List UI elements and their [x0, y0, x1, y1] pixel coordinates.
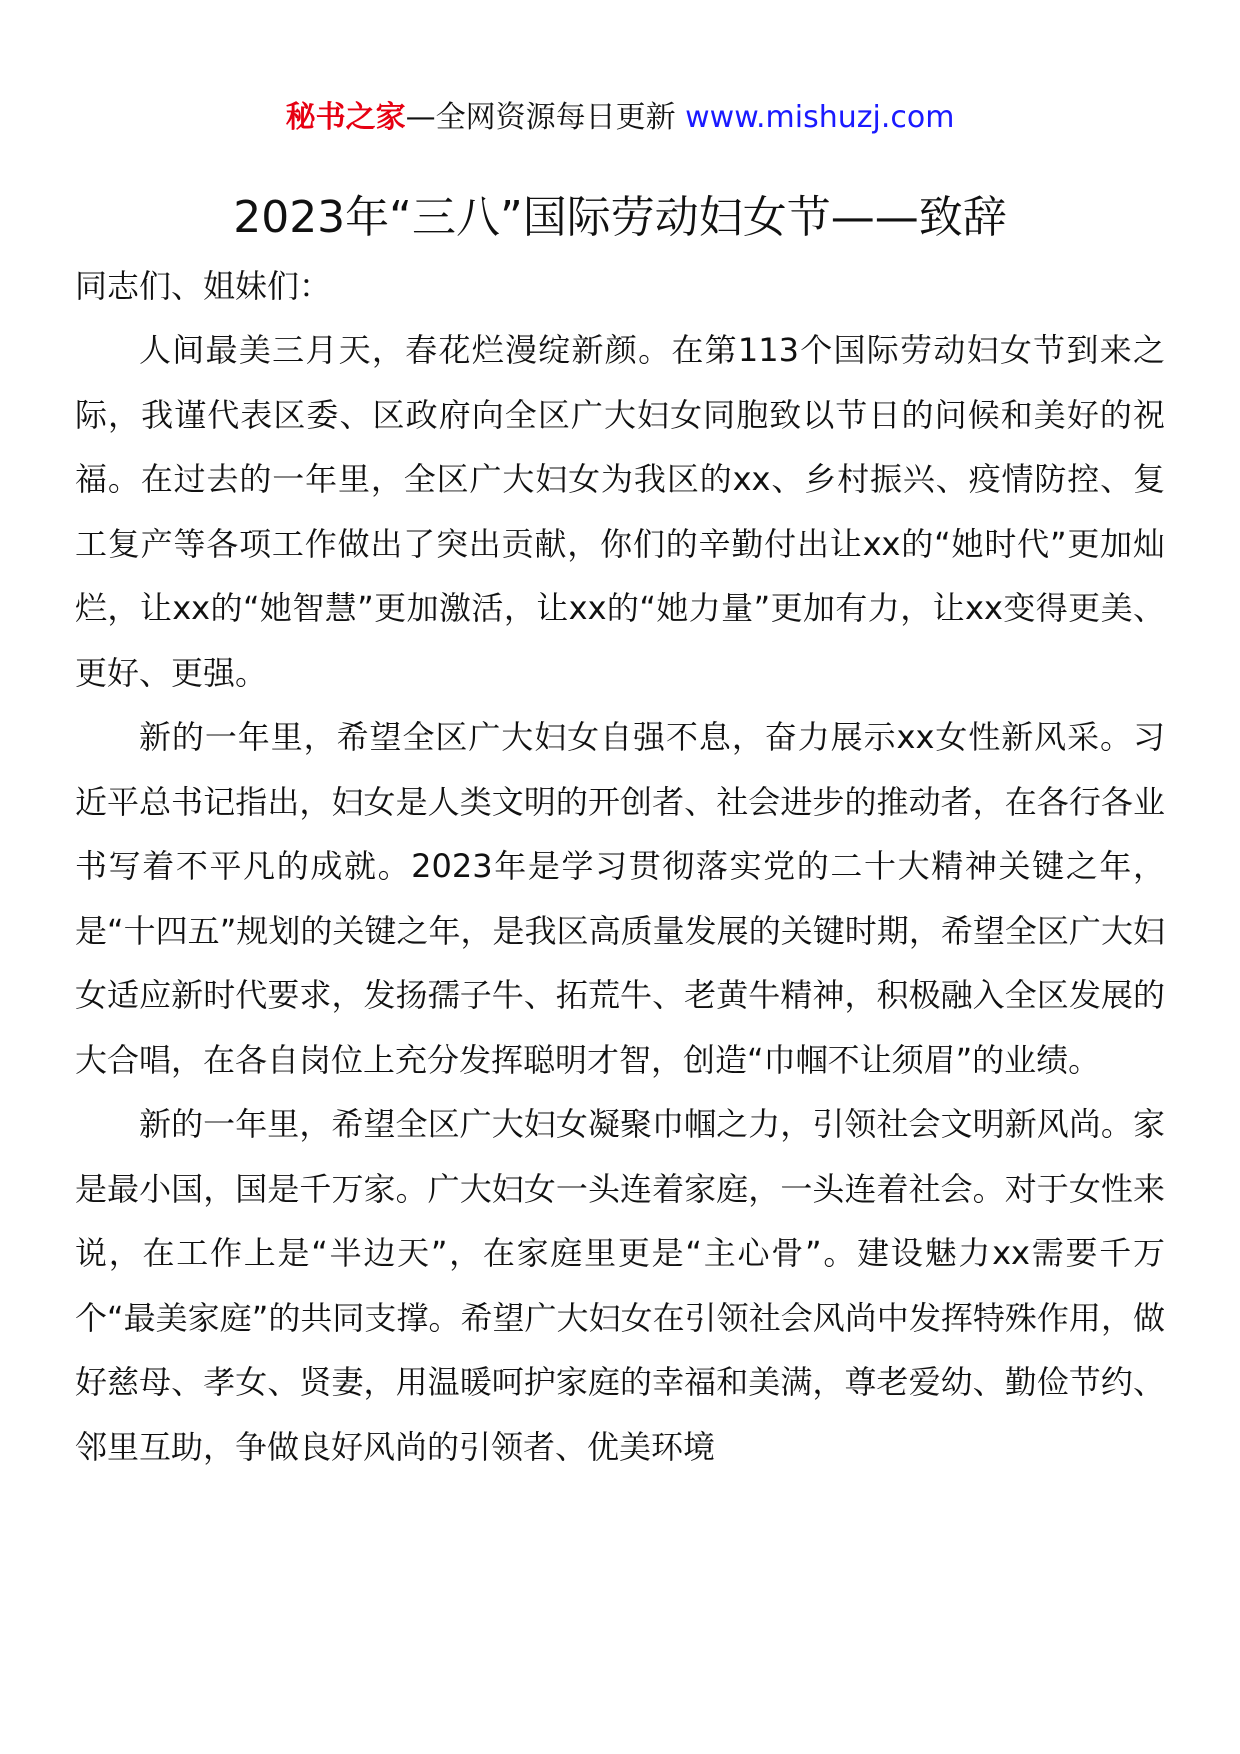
site-header [0, 98, 1240, 138]
site-brand: 秘书之家 [285, 100, 406, 135]
site-url-link[interactable]: www.mishuzj.com [685, 100, 955, 135]
paragraph: 人间最美三月天，春花烂漫绽新颜。在第113个国际劳动妇女节到来之际，我谨代表区委、区政府向全区广大妇女同胞致以节日的问候和美好的祝福。在过去的一年里，全区广大妇女为我区的xx、乡村振兴、疫情防控、复工复产等各项工作做出了突出贡献，你们的辛勤付出让xx的“她时代”更加灿烂，让xx的“她智慧”更加激活，让xx的“她力量”更加有力，让xx变得更美、更好、更强。 [75, 331, 1165, 692]
paragraph: 新的一年里，希望全区广大妇女凝聚巾帼之力，引领社会文明新风尚。家是最小国，国是千万家。广大妇女一头连着家庭，一头连着社会。对于女性来说，在工作上是“半边天”，在家庭里更是“主心骨”。建设魅力xx需要千万个“最美家庭”的共同支撑。希望广大妇女在引领社会风尚中发挥特殊作用，做好慈母、孝女、贤妻，用温暖呵护家庭的幸福和美满，尊老爱幼、勤俭节约、邻里互助，争做良好风尚的引领者、优美环境 [75, 1105, 1165, 1466]
salutation: 同志们、姐妹们： [75, 267, 332, 305]
document-title: 2023年“三八”国际劳动妇女节——致辞 [233, 192, 1007, 243]
document-body [75, 254, 1165, 1479]
paragraph: 新的一年里，希望全区广大妇女自强不息，奋力展示xx女性新风采。习近平总书记指出，妇女是人类文明的开创者、社会进步的推动者，在各行各业书写着不平凡的成就。2023年是学习贯彻落实党的二十大精神关键之年，是“十四五”规划的关键之年，是我区高质量发展的关键时期，希望全区广大妇女适应新时代要求，发扬孺子牛、拓荒牛、老黄牛精神，积极融入全区发展的大合唱，在各自岗位上充分发挥聪明才智，创造“巾帼不让须眉”的业绩。 [75, 718, 1165, 1079]
site-slogan: —全网资源每日更新 [405, 100, 686, 135]
